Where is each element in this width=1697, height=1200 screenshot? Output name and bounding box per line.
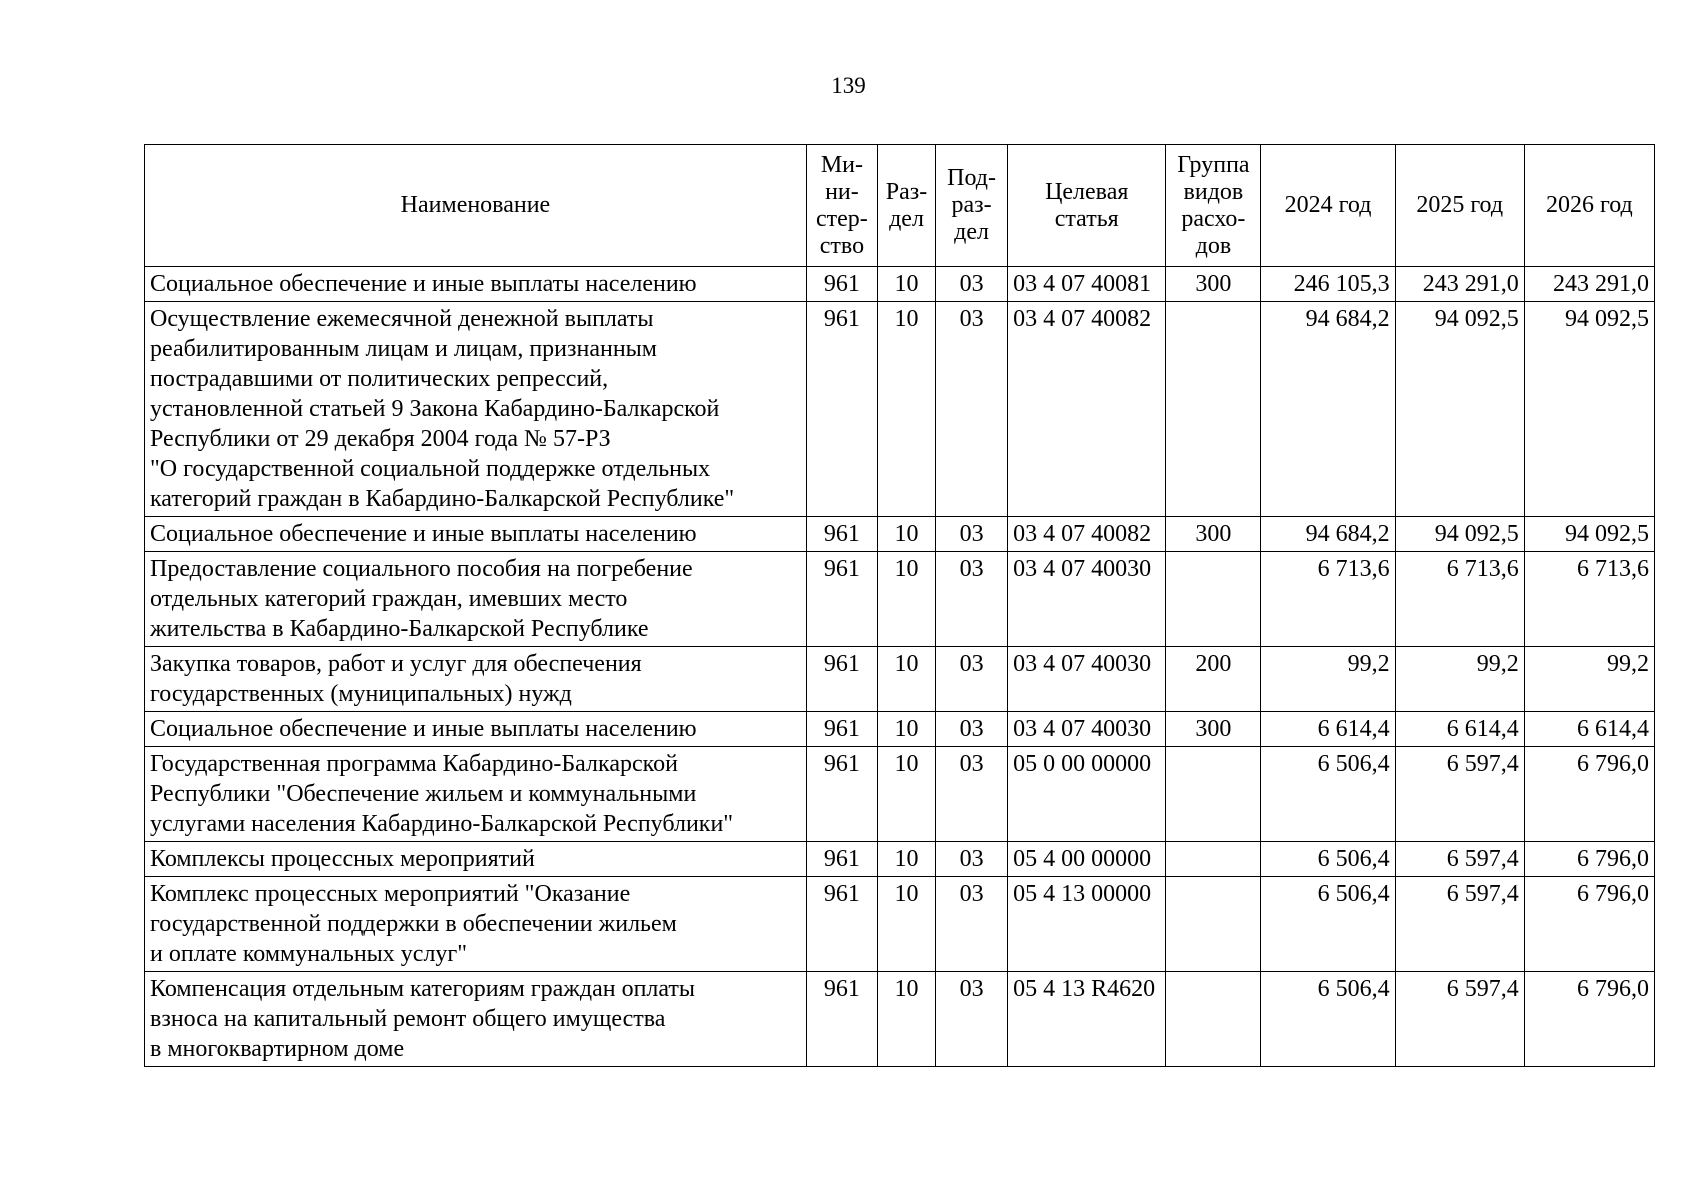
cell-2026: 243 291,0: [1524, 267, 1654, 302]
cell-expense-group: 300: [1166, 267, 1261, 302]
cell-expense-group: 300: [1166, 712, 1261, 747]
cell-2024: 94 684,2: [1261, 517, 1395, 552]
table-row: [145, 302, 1655, 517]
cell-ministry: 961: [806, 517, 877, 552]
cell-subsection: 03: [936, 517, 1008, 552]
cell-section: 10: [877, 747, 935, 842]
cell-subsection: 03: [936, 747, 1008, 842]
cell-expense-group: [1166, 842, 1261, 877]
cell-name: Предоставление социального пособия на погребение отдельных категорий граждан, имевших место жительства в Кабардино-Балкарской Республике: [145, 552, 807, 647]
cell-target-article: 05 4 13 00000: [1008, 877, 1166, 972]
cell-ministry: 961: [806, 877, 877, 972]
cell-expense-group: [1166, 877, 1261, 972]
cell-2026: 94 092,5: [1524, 302, 1654, 517]
cell-expense-group: 200: [1166, 647, 1261, 712]
cell-2024: 94 684,2: [1261, 302, 1395, 517]
cell-2024: 6 614,4: [1261, 712, 1395, 747]
header-section: Раз- дел: [877, 145, 935, 267]
table-row: [145, 552, 1655, 647]
cell-2026: 6 796,0: [1524, 747, 1654, 842]
table-row: [145, 972, 1655, 1067]
cell-ministry: 961: [806, 647, 877, 712]
cell-2024: 6 506,4: [1261, 972, 1395, 1067]
cell-subsection: 03: [936, 552, 1008, 647]
cell-subsection: 03: [936, 267, 1008, 302]
cell-section: 10: [877, 552, 935, 647]
cell-subsection: 03: [936, 302, 1008, 517]
cell-2024: 99,2: [1261, 647, 1395, 712]
cell-ministry: 961: [806, 712, 877, 747]
cell-ministry: 961: [806, 972, 877, 1067]
cell-ministry: 961: [806, 302, 877, 517]
cell-2024: 246 105,3: [1261, 267, 1395, 302]
cell-expense-group: [1166, 552, 1261, 647]
header-target-article: Целевая статья: [1008, 145, 1166, 267]
header-year-2025: 2025 год: [1395, 145, 1524, 267]
header-expense-group: Группа видов расхо- дов: [1166, 145, 1261, 267]
page-number: 139: [831, 73, 866, 98]
cell-target-article: 03 4 07 40081: [1008, 267, 1166, 302]
cell-2026: 94 092,5: [1524, 517, 1654, 552]
cell-2024: 6 506,4: [1261, 842, 1395, 877]
table-row: [145, 267, 1655, 302]
cell-ministry: 961: [806, 267, 877, 302]
cell-target-article: 05 4 00 00000: [1008, 842, 1166, 877]
cell-2025: 94 092,5: [1395, 517, 1524, 552]
cell-section: 10: [877, 647, 935, 712]
cell-2025: 6 614,4: [1395, 712, 1524, 747]
table-row: [145, 712, 1655, 747]
cell-2026: 6 614,4: [1524, 712, 1654, 747]
cell-name: Социальное обеспечение и иные выплаты населению: [145, 517, 807, 552]
cell-target-article: 05 4 13 R4620: [1008, 972, 1166, 1067]
cell-name: Компенсация отдельным категориям граждан оплаты взноса на капитальный ремонт общего имущества в многоквартирном доме: [145, 972, 807, 1067]
cell-ministry: 961: [806, 747, 877, 842]
cell-target-article: 03 4 07 40082: [1008, 517, 1166, 552]
cell-subsection: 03: [936, 647, 1008, 712]
cell-2025: 243 291,0: [1395, 267, 1524, 302]
cell-name: Социальное обеспечение и иные выплаты населению: [145, 712, 807, 747]
cell-name: Закупка товаров, работ и услуг для обеспечения государственных (муниципальных) нужд: [145, 647, 807, 712]
cell-section: 10: [877, 877, 935, 972]
cell-expense-group: 300: [1166, 517, 1261, 552]
cell-section: 10: [877, 712, 935, 747]
cell-name: Комплексы процессных мероприятий: [145, 842, 807, 877]
cell-2026: 6 796,0: [1524, 842, 1654, 877]
cell-2026: 99,2: [1524, 647, 1654, 712]
cell-expense-group: [1166, 972, 1261, 1067]
cell-section: 10: [877, 972, 935, 1067]
header-year-2024: 2024 год: [1261, 145, 1395, 267]
cell-target-article: 03 4 07 40030: [1008, 712, 1166, 747]
cell-name: Социальное обеспечение и иные выплаты населению: [145, 267, 807, 302]
cell-2024: 6 506,4: [1261, 877, 1395, 972]
cell-2026: 6 713,6: [1524, 552, 1654, 647]
cell-name: Осуществление ежемесячной денежной выплаты реабилитированным лицам и лицам, признанным пострадавшими от политических репрессий, установленной статьей 9 Закона Кабардино-Балкарской Республики от 29 декабря 2004 года № 57-РЗ "О государственной социальной поддержке отдельных категорий граждан в Кабардино-Балкарской Республике": [145, 302, 807, 517]
table-row: [145, 877, 1655, 972]
header-subsection: Под- раз- дел: [936, 145, 1008, 267]
cell-2025: 6 597,4: [1395, 747, 1524, 842]
cell-2026: 6 796,0: [1524, 972, 1654, 1067]
cell-2025: 6 597,4: [1395, 972, 1524, 1067]
header-year-2026: 2026 год: [1524, 145, 1654, 267]
cell-ministry: 961: [806, 842, 877, 877]
cell-2025: 99,2: [1395, 647, 1524, 712]
table-header-row: [145, 145, 1655, 267]
cell-2025: 94 092,5: [1395, 302, 1524, 517]
cell-2024: 6 713,6: [1261, 552, 1395, 647]
cell-2025: 6 597,4: [1395, 877, 1524, 972]
budget-table: [144, 144, 1655, 1067]
cell-2025: 6 597,4: [1395, 842, 1524, 877]
cell-subsection: 03: [936, 712, 1008, 747]
cell-target-article: 03 4 07 40082: [1008, 302, 1166, 517]
table-row: [145, 647, 1655, 712]
cell-section: 10: [877, 842, 935, 877]
cell-2026: 6 796,0: [1524, 877, 1654, 972]
table-row: [145, 747, 1655, 842]
cell-expense-group: [1166, 747, 1261, 842]
cell-2024: 6 506,4: [1261, 747, 1395, 842]
cell-section: 10: [877, 267, 935, 302]
cell-name: Государственная программа Кабардино-Балкарской Республики "Обеспечение жильем и коммунальными услугами населения Кабардино-Балкарской Республики": [145, 747, 807, 842]
cell-ministry: 961: [806, 552, 877, 647]
cell-section: 10: [877, 517, 935, 552]
cell-section: 10: [877, 302, 935, 517]
cell-expense-group: [1166, 302, 1261, 517]
cell-target-article: 03 4 07 40030: [1008, 647, 1166, 712]
cell-subsection: 03: [936, 972, 1008, 1067]
cell-target-article: 03 4 07 40030: [1008, 552, 1166, 647]
cell-2025: 6 713,6: [1395, 552, 1524, 647]
cell-subsection: 03: [936, 877, 1008, 972]
cell-name: Комплекс процессных мероприятий "Оказание государственной поддержки в обеспечении жильем и оплате коммунальных услуг": [145, 877, 807, 972]
cell-subsection: 03: [936, 842, 1008, 877]
table-row: [145, 842, 1655, 877]
header-ministry: Ми- ни- стер- ство: [806, 145, 877, 267]
table-row: [145, 517, 1655, 552]
cell-target-article: 05 0 00 00000: [1008, 747, 1166, 842]
header-name: Наименование: [145, 145, 807, 267]
